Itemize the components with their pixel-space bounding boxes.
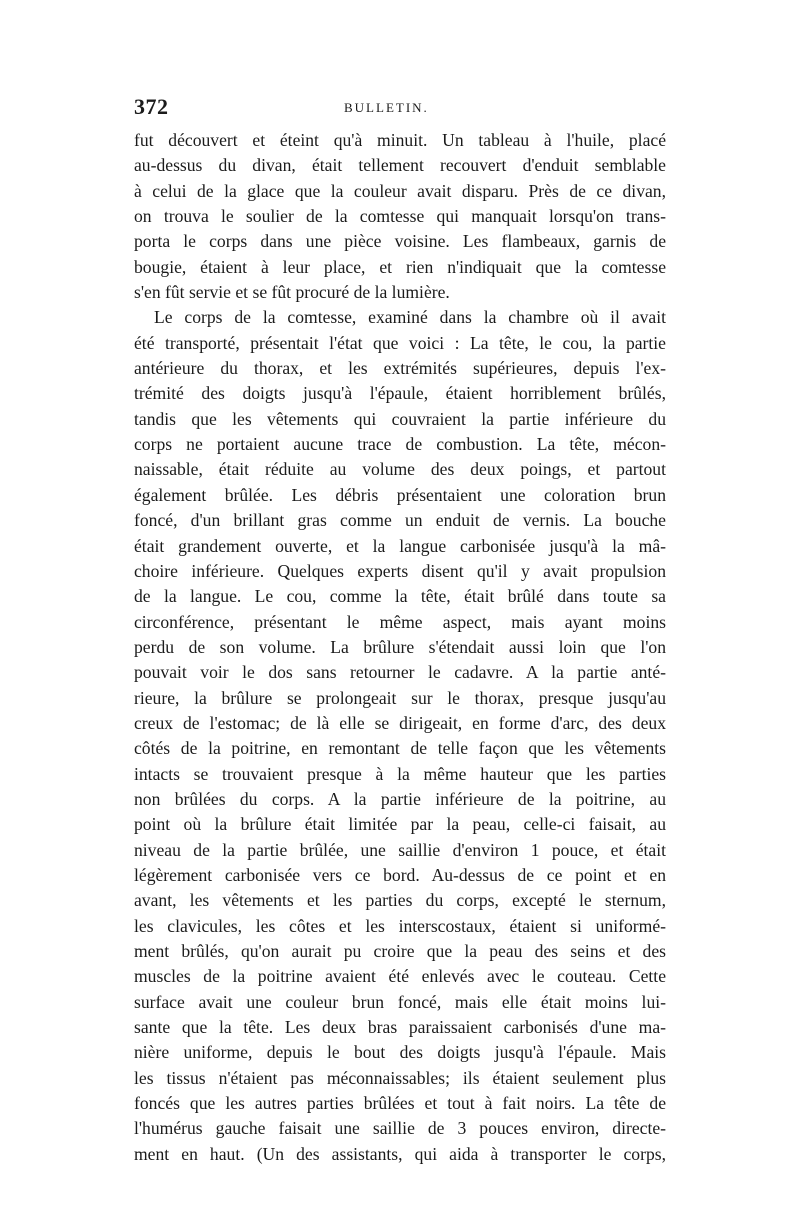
- page-number: 372: [134, 94, 169, 119]
- text-line: foncés que les autres parties brûlées et tout à fait noirs. La tête de: [134, 1093, 666, 1114]
- text-line: également brûlée. Les débris présentaient une coloration brun: [134, 484, 666, 505]
- text-line: corps ne portaient aucune trace de combustion. La tête, mécon-: [134, 434, 666, 455]
- text-line: côtés de la poitrine, en remontant de telle façon que les vêtements: [134, 738, 666, 759]
- text-line: foncé, d'un brillant gras comme un enduit de vernis. La bouche: [134, 510, 666, 531]
- text-line: été transporté, présentait l'état que voici : La tête, le cou, la partie: [134, 332, 666, 353]
- text-line: ment brûlés, qu'on aurait pu croire que la peau des seins et des: [134, 941, 666, 961]
- text-line: légèrement carbonisée vers ce bord. Au-dessus de ce point et en: [134, 864, 666, 885]
- text-line: trémité des doigts jusqu'à l'épaule, étaient horriblement brûlés,: [134, 383, 666, 404]
- text-line: l'humérus gauche faisait une saillie de 3 pouces environ, directe-: [134, 1118, 666, 1139]
- text-line: intacts se trouvaient presque à la même hauteur que les parties: [134, 763, 666, 784]
- text-line: rieure, la brûlure se prolongeait sur le thorax, presque jusqu'au: [134, 687, 666, 708]
- text-line: au-dessus du divan, était tellement recouvert d'enduit semblable: [134, 155, 666, 176]
- text-line: muscles de la poitrine avaient été enlevés avec le couteau. Cette: [134, 966, 666, 987]
- running-title: BULLETIN.: [344, 100, 429, 115]
- text-line: non brûlées du corps. A la partie inférieure de la poitrine, au: [134, 788, 666, 809]
- text-line: les tissus n'étaient pas méconnaissables; ils étaient seulement plus: [134, 1067, 666, 1088]
- text-line: Le corps de la comtesse, examiné dans la chambre où il avait: [154, 307, 666, 328]
- text-line: naissable, était réduite au volume des deux poings, et partout: [134, 459, 666, 480]
- text-line: nière uniforme, depuis le bout des doigts jusqu'à l'épaule. Mais: [134, 1042, 666, 1063]
- text-line: on trouva le soulier de la comtesse qui manquait lorsqu'on trans-: [134, 206, 666, 227]
- text-line: de la langue. Le cou, comme la tête, était brûlé dans toute sa: [134, 586, 666, 607]
- text-line: s'en fût servie et se fût procuré de la lumière.: [134, 282, 450, 303]
- text-line: point où la brûlure était limitée par la peau, celle-ci faisait, au: [134, 814, 666, 835]
- text-line: surface avait une couleur brun foncé, mais elle était moins lui-: [134, 991, 666, 1012]
- text-line: perdu de son volume. La brûlure s'étendait aussi loin que l'on: [134, 636, 666, 657]
- page-header: [134, 94, 666, 124]
- text-line: sante que la tête. Les deux bras paraissaient carbonisés d'une ma-: [134, 1017, 666, 1038]
- text-line: tandis que les vêtements qui couvraient la partie inférieure du: [134, 408, 666, 429]
- body-text: [134, 128, 666, 1167]
- text-line: creux de l'estomac; de là elle se dirigeait, en forme d'arc, des deux: [134, 712, 666, 733]
- text-line: antérieure du thorax, et les extrémités supérieures, depuis l'ex-: [134, 358, 666, 379]
- text-line: pouvait voir le dos sans retourner le cadavre. A la partie anté-: [134, 662, 666, 683]
- text-line: avant, les vêtements et les parties du corps, excepté le sternum,: [134, 890, 666, 911]
- text-line: porta le corps dans une pièce voisine. Les flambeaux, garnis de: [134, 231, 666, 252]
- text-line: à celui de la glace que la couleur avait disparu. Près de ce divan,: [134, 180, 666, 201]
- text-line: était grandement ouverte, et la langue carbonisée jusqu'à la mâ-: [134, 535, 666, 556]
- text-line: fut découvert et éteint qu'à minuit. Un tableau à l'huile, placé: [134, 130, 666, 150]
- text-line: choire inférieure. Quelques experts disent qu'il y avait propulsion: [134, 560, 666, 581]
- text-line: circonférence, présentant le même aspect, mais ayant moins: [134, 611, 666, 632]
- text-line: niveau de la partie brûlée, une saillie d'environ 1 pouce, et était: [134, 839, 666, 860]
- text-line: bougie, étaient à leur place, et rien n'indiquait que la comtesse: [134, 256, 666, 277]
- text-line: ment en haut. (Un des assistants, qui aida à transporter le corps,: [134, 1143, 666, 1164]
- text-line: les clavicules, les côtes et les interscostaux, étaient si uniformé-: [134, 915, 666, 936]
